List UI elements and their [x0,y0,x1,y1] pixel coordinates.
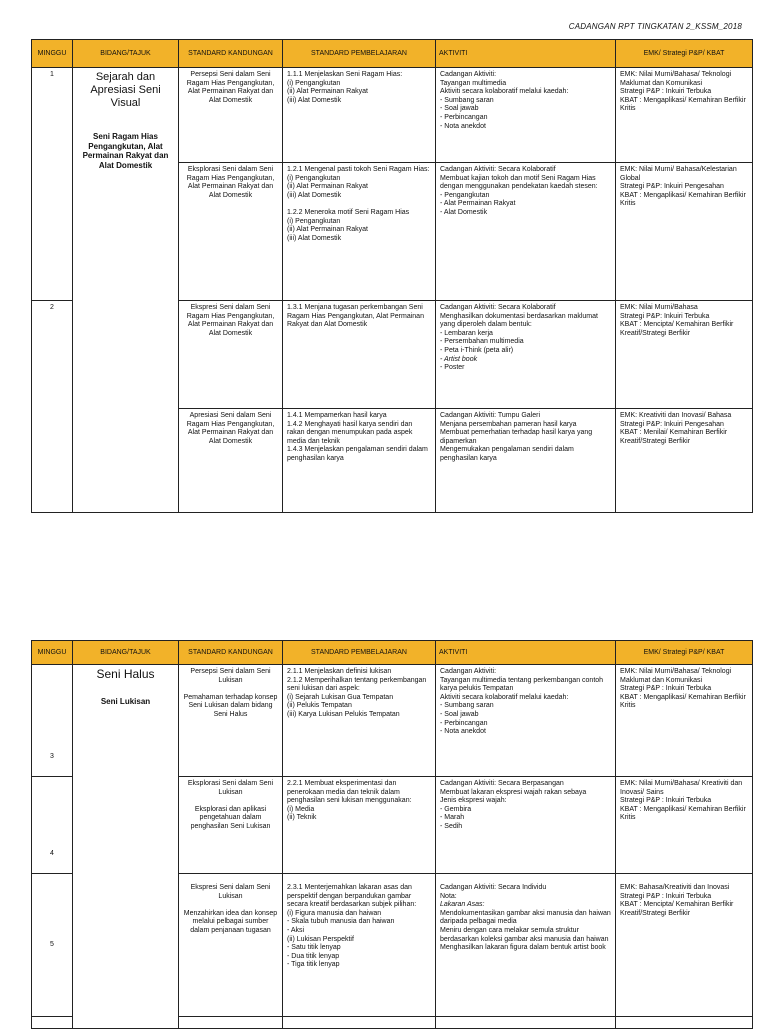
week-number [32,1017,73,1029]
cell-line: 2.2.1 Membuat eksperimentasi dan penerokaan media dan teknik dalam penghasilan seni lukisan menggunakan: [287,780,412,805]
col-header-standard-pembelajaran: STANDARD PEMBELAJARAN [283,641,436,665]
cell-line: KBAT : Menilai/ Kemahiran Berfikir Kreatif/Strategi Berfikir [620,429,730,445]
aktiviti-cell [436,409,616,513]
cell-line: KBAT : Mencipta/ Kemahiran Berfikir Kreatif/Strategi Berfikir [620,901,736,917]
cell-line: - Nota anekdot [440,728,486,736]
col-header-standard-pembelajaran: STANDARD PEMBELAJARAN [283,40,436,68]
cell-line: KBAT : Mencipta/ Kemahiran Berfikir Kreatif/Strategi Berfikir [620,321,736,337]
cell-line: - Marah [440,814,465,822]
cell-line: (i) Figura manusia dan haiwan [287,909,382,917]
cell-line: (ii) Alat Permainan Rakyat [287,88,368,96]
col-header-bidang: BIDANG/TAJUK [73,40,179,68]
cell-line: EMK: Nilai Murni/Bahasa/ Teknologi Maklumat dan Komunikasi [620,71,734,87]
cell-line [183,797,278,806]
standard-pembelajaran-cell [283,777,436,874]
cell-line: - Skala tubuh manusia dan haiwan [287,918,395,926]
week-number: 2 [32,301,73,513]
cell-line: EMK: Bahasa/Kreativiti dan Inovasi [620,884,730,891]
standard-kandungan-cell [179,301,283,409]
cell-line: 1.4.3 Menjelaskan pengalaman sendiri dalam penghasilan karya [287,446,430,462]
cell-line: - Nota anekdot [440,122,486,130]
cell-line: Tayangan multimedia [440,79,507,87]
cell-line [183,901,278,910]
col-header-standard-kandungan: STANDARD KANDUNGAN [179,641,283,665]
cell-line: Aktiviti secara kolaboratif melalui kaedah: [440,693,569,701]
col-header-emk: EMK/ Strategi P&P/ KBAT [616,40,753,68]
emk-cell [616,1017,753,1029]
cell-line: EMK: Nilai Murni/Bahasa [620,304,698,311]
cell-line: - Pengangkutan [440,191,490,199]
cell-line: Cadangan Aktiviti: Secara Berpasangan [440,780,564,787]
cell-line: Tayangan multimedia tentang perkembangan contoh karya pelukis Tempatan [440,676,606,693]
cell-line: Cadangan Aktiviti: Secara Kolaboratif [440,304,556,311]
cell-line: Membuat kajian tokoh dan motif Seni Ragam Hias dengan menggunakan pendekatan kaedah stesen: [440,174,598,191]
cell-line: Jenis ekspresi wajah: [440,797,507,805]
cell-line: Cadangan Aktiviti: Secara Individu [440,884,547,891]
cell-line: KBAT : Mengaplikasi/ Kemahiran Berfikir Kritis [620,191,748,208]
cell-line: Strategi P&P : Inkuiri Terbuka [620,88,712,96]
cell-line: - Soal jawab [440,710,479,718]
bidang-cell [73,68,179,513]
cell-line: Nota: [440,892,457,900]
cell-line: - Satu titik lenyap [287,944,341,952]
bidang-subtitle: Seni Ragam Hias Pengangkutan, Alat Permainan Rakyat dan Alat Domestik [82,132,169,170]
cell-line: 1.2.1 Mengenal pasti tokoh Seni Ragam Hias: [287,166,430,173]
standard-kandungan-cell [179,163,283,301]
aktiviti-cell [436,68,616,163]
col-header-aktiviti: AKTIVITI [436,641,616,665]
emk-cell [616,874,753,1017]
cell-line: 2.3.1 Menterjemahkan lakaran asas dan perspektif dengan berpandukan gambar secara kreatif berdasarkan subjek pilihan: [287,884,417,909]
cell-line: - Sumbang saran [440,702,494,710]
cell-line: 1.2.2 Meneroka motif Seni Ragam Hias [287,208,410,216]
bidang-cell [73,665,179,1029]
cell-line: Apresiasi Seni dalam Seni Ragam Hias Pengangkutan, Alat Permainan Rakyat dan Alat Domestik [186,412,276,445]
emk-cell [616,665,753,777]
col-header-aktiviti: AKTIVITI [436,40,616,68]
col-header-minggu: MINGGU [32,641,73,665]
standard-pembelajaran-cell [283,68,436,163]
cell-line: - Alat Permainan Rakyat [440,200,516,208]
col-header-bidang: BIDANG/TAJUK [73,641,179,665]
cell-line: Membuat lakaran ekspresi wajah rakan sebaya [440,788,587,796]
cell-line: Strategi P&P: Inkuiri Terbuka [620,312,710,320]
cell-line: Persepsi Seni dalam Seni Lukisan [190,668,273,684]
cell-line: Strategi P&P: Inkuiri Pengesahan [620,420,724,428]
cell-line: Strategi P&P : Inkuiri Terbuka [620,892,712,900]
rpt-table-2 [31,640,753,1029]
emk-cell [616,777,753,874]
standard-pembelajaran-cell [283,301,436,409]
cell-line: Menghasilkan lakaran figura dalam bentuk artist book [440,944,606,952]
cell-line: EMK: Nilai Murni/Bahasa/ Teknologi Maklumat dan Komunikasi [620,668,734,684]
col-header-standard-kandungan: STANDARD KANDUNGAN [179,40,283,68]
aktiviti-cell [436,163,616,301]
bidang-title: Sejarah dan Apresiasi Seni Visual [90,71,161,109]
cell-line: Aktiviti secara kolaboratif melalui kaedah: [440,88,569,96]
cell-line: - Alat Domestik [440,208,488,216]
emk-cell [616,163,753,301]
rpt-table-1 [31,39,753,513]
cell-line: - Perbincangan [440,113,488,121]
standard-kandungan-cell [179,1017,283,1029]
cell-line: Eksplorasi Seni dalam Seni Lukisan [187,780,276,796]
cell-line: Pemahaman terhadap konsep Seni Lukisan dalam bidang Seni Halus [183,693,280,718]
cell-line: (i) Sejarah Lukisan Gua Tempatan [287,693,394,701]
cell-line: Mengemukakan pengalaman sendiri dalam penghasilan karya [440,446,576,462]
cell-line: EMK: Nilai Murni/Bahasa/ Kreativiti dan Inovasi/ Sains [620,780,745,796]
cell-line: Mendokumentasikan gambar aksi manusia dan haiwan daripada pelbagai media [440,909,613,926]
cell-line: - Soal jawab [440,105,479,113]
cell-line: (ii) Alat Permainan Rakyat [287,226,368,234]
standard-pembelajaran-cell [283,874,436,1017]
emk-cell [616,409,753,513]
cell-line: (iii) Alat Domestik [287,234,342,242]
cell-line: - Sedih [440,822,463,830]
cell-line: - Aksi [287,926,305,934]
week-number: 1 [32,68,73,301]
cell-line: - Lembaran kerja [440,329,493,337]
cell-line [287,200,431,209]
cell-line: 2.1.2 Memperihalkan tentang perkembangan seni lukisan dari aspek: [287,676,429,693]
cell-line: - Dua titik lenyap [287,952,340,960]
page-header: CADANGAN RPT TINGKATAN 2_KSSM_2018 [568,22,742,31]
cell-line: (i) Pengangkutan [287,174,341,182]
cell-line: Cadangan Aktiviti: Secara Kolaboratif [440,166,556,173]
cell-line: - Artist book [440,355,478,363]
standard-pembelajaran-cell [283,163,436,301]
cell-line: Lakaran Asas: [440,901,485,909]
standard-kandungan-cell [179,68,283,163]
col-header-minggu: MINGGU [32,40,73,68]
emk-cell [616,301,753,409]
cell-line: Menzahirkan idea dan konsep melalui pelbagai sumber dalam penjanaan tugasan [183,909,280,934]
cell-line: - Gembira [440,805,472,813]
cell-line: Strategi P&P: Inkuiri Pengesahan [620,183,724,191]
cell-line: (ii) Alat Permainan Rakyat [287,183,368,191]
cell-line: EMK: Nilai Murni/ Bahasa/Kelestarian Global [620,166,739,182]
standard-kandungan-cell [179,874,283,1017]
cell-line: (iii) Alat Domestik [287,191,342,199]
bidang-subtitle: Seni Lukisan [100,697,151,706]
cell-line: - Persembahan multimedia [440,338,524,346]
week-number: 4 [32,777,73,874]
cell-line: Eksplorasi Seni dalam Seni Ragam Hias Pengangkutan, Alat Permainan Rakyat dan Alat Domestik [186,166,276,199]
aktiviti-cell [436,301,616,409]
standard-kandungan-cell [179,665,283,777]
standard-pembelajaran-cell [283,409,436,513]
emk-cell [616,68,753,163]
cell-line: - Perbincangan [440,719,488,727]
standard-pembelajaran-cell [283,665,436,777]
bidang-title: Seni Halus [96,667,155,681]
cell-line: 1.3.1 Menjana tugasan perkembangan Seni Ragam Hias Pengangkutan, Alat Permainan Rakyat dan Alat Domestik [287,304,426,329]
cell-line: EMK: Kreativiti dan Inovasi/ Bahasa [620,412,732,419]
cell-line: - Sumbang saran [440,96,494,104]
cell-line: KBAT : Mengaplikasi/ Kemahiran Berfikir Kritis [620,96,748,113]
cell-line: Menghasilkan dokumentasi berdasarkan maklumat yang diperoleh dalam bentuk: [440,312,600,329]
week-number: 5 [32,874,73,1017]
cell-line: 1.4.1 Mempamerkan hasil karya [287,412,387,419]
cell-line: (ii) Lukisan Perspektif [287,935,354,943]
cell-line: Ekspresi Seni dalam Seni Ragam Hias Pengangkutan, Alat Permainan Rakyat dan Alat Domestik [186,304,276,337]
cell-line: (ii) Pelukis Tempatan [287,702,352,710]
week-number: 3 [32,665,73,777]
col-header-emk: EMK/ Strategi P&P/ KBAT [616,641,753,665]
cell-line: Meniru dengan cara melakar semula struktur berdasarkan koleksi gambar aksi manusia dan haiwan [440,926,609,943]
cell-line: 1.4.2 Menghayati hasil karya sendiri dan rakan dengan menumpukan pada aspek media dan teknik [287,420,415,445]
cell-line: Strategi P&P : Inkuiri Terbuka [620,685,712,693]
aktiviti-cell [436,1017,616,1029]
aktiviti-cell [436,874,616,1017]
cell-line: Cadangan Aktiviti: [440,71,497,78]
cell-line: Cadangan Aktiviti: Tumpu Galeri [440,412,540,419]
aktiviti-cell [436,665,616,777]
aktiviti-cell [436,777,616,874]
cell-line: - Poster [440,364,465,372]
standard-pembelajaran-cell [283,1017,436,1029]
cell-line: KBAT : Mengaplikasi/ Kemahiran Berfikir Kritis [620,805,748,822]
cell-line: 2.1.1 Menjelaskan definisi lukisan [287,668,392,675]
cell-line: Strategi P&P : Inkuiri Terbuka [620,797,712,805]
cell-line: Eksplorasi dan aplikasi pengetahuan dalam penghasilan Seni Lukisan [190,805,271,830]
cell-line: 1.1.1 Menjelaskan Seni Ragam Hias: [287,71,403,78]
cell-line: (i) Pengangkutan [287,79,341,87]
cell-line: Cadangan Aktiviti: [440,668,497,675]
cell-line: (i) Media [287,805,315,813]
standard-kandungan-cell [179,777,283,874]
cell-line: KBAT : Mengaplikasi/ Kemahiran Berfikir Kritis [620,693,748,710]
cell-line: Menjana persembahan pameran hasil karya [440,420,577,428]
cell-line: - Tiga titik lenyap [287,961,340,969]
cell-line: (i) Pengangkutan [287,217,341,225]
cell-line: (iii) Karya Lukisan Pelukis Tempatan [287,710,400,718]
cell-line: - Peta i-Think (peta alir) [440,346,514,354]
cell-line: Membuat pemerhatian terhadap hasil karya yang dipamerkan [440,429,595,445]
cell-line: (ii) Teknik [287,814,317,822]
standard-kandungan-cell [179,409,283,513]
cell-line: Ekspresi Seni dalam Seni Lukisan [190,884,273,900]
cell-line [183,685,278,694]
cell-line: Persepsi Seni dalam Seni Ragam Hias Pengangkutan, Alat Permainan Rakyat dan Alat Domestik [186,71,276,104]
cell-line: (iii) Alat Domestik [287,96,342,104]
